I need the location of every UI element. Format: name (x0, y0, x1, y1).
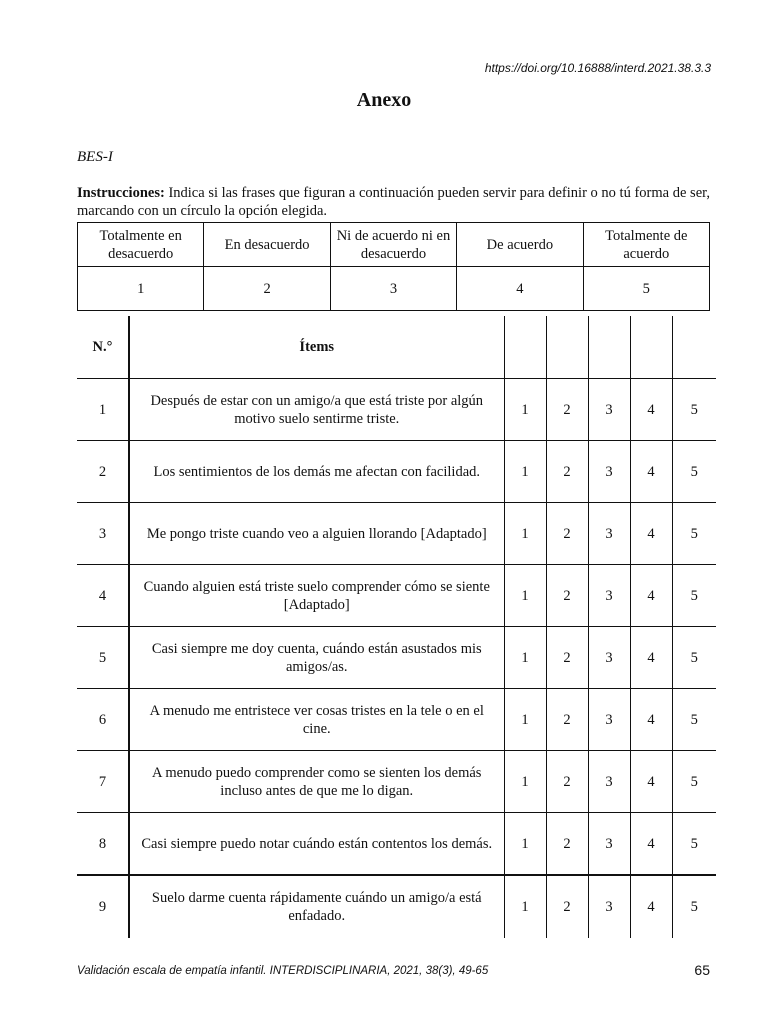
item-option-2[interactable]: 2 (546, 875, 588, 938)
item-option-2[interactable]: 2 (546, 627, 588, 689)
scale-value: 1 (78, 267, 204, 311)
column-header-number: N.° (77, 316, 129, 379)
item-option-2[interactable]: 2 (546, 751, 588, 813)
item-option-1[interactable]: 1 (504, 813, 546, 876)
column-header-option (546, 316, 588, 379)
item-text: Los sentimientos de los demás me afectan con facilidad. (129, 441, 504, 503)
item-row (77, 751, 716, 813)
scale-values-row (78, 267, 710, 311)
item-text: A menudo me entristece ver cosas tristes en la tele o en el cine. (129, 689, 504, 751)
item-number: 3 (77, 503, 129, 565)
item-option-4[interactable]: 4 (630, 689, 672, 751)
item-option-1[interactable]: 1 (504, 689, 546, 751)
scale-value: 5 (583, 267, 709, 311)
item-option-4[interactable]: 4 (630, 379, 672, 441)
item-option-4[interactable]: 4 (630, 751, 672, 813)
item-text: Cuando alguien está triste suelo comprender cómo se siente [Adaptado] (129, 565, 504, 627)
item-option-5[interactable]: 5 (672, 751, 716, 813)
item-option-1[interactable]: 1 (504, 503, 546, 565)
footer-reference: Validación escala de empatía infantil. INTERDISCIPLINARIA, 2021, 38(3), 49-65 (77, 965, 489, 977)
scale-value: 3 (330, 267, 456, 311)
item-option-2[interactable]: 2 (546, 503, 588, 565)
response-scale-table (77, 222, 710, 311)
item-option-1[interactable]: 1 (504, 875, 546, 938)
item-option-3[interactable]: 3 (588, 689, 630, 751)
item-text: Casi siempre me doy cuenta, cuándo están asustados mis amigos/as. (129, 627, 504, 689)
item-option-4[interactable]: 4 (630, 441, 672, 503)
item-option-1[interactable]: 1 (504, 627, 546, 689)
item-option-3[interactable]: 3 (588, 441, 630, 503)
item-number: 9 (77, 875, 129, 938)
scale-label: De acuerdo (457, 223, 583, 267)
scale-name: BES-I (77, 149, 113, 165)
scale-label: En desacuerdo (204, 223, 330, 267)
scale-label: Totalmente en desacuerdo (78, 223, 204, 267)
column-header-items: Ítems (129, 316, 504, 379)
item-row (77, 379, 716, 441)
item-option-5[interactable]: 5 (672, 813, 716, 876)
item-number: 8 (77, 813, 129, 876)
item-option-5[interactable]: 5 (672, 379, 716, 441)
item-text: Casi siempre puedo notar cuándo están contentos los demás. (129, 813, 504, 876)
item-row (77, 813, 716, 876)
item-option-3[interactable]: 3 (588, 503, 630, 565)
item-option-3[interactable]: 3 (588, 751, 630, 813)
item-option-2[interactable]: 2 (546, 813, 588, 876)
items-table (77, 316, 716, 938)
item-option-2[interactable]: 2 (546, 689, 588, 751)
item-option-5[interactable]: 5 (672, 689, 716, 751)
item-text: Después de estar con un amigo/a que está triste por algún motivo suelo sentirme triste. (129, 379, 504, 441)
instructions-text: Indica si las frases que figuran a continuación pueden servir para definir o no tú forma de ser, marcando con un círculo la opción elegida. (77, 185, 710, 219)
item-number: 7 (77, 751, 129, 813)
item-option-5[interactable]: 5 (672, 441, 716, 503)
item-text: Me pongo triste cuando veo a alguien llorando [Adaptado] (129, 503, 504, 565)
item-option-3[interactable]: 3 (588, 627, 630, 689)
item-text: Suelo darme cuenta rápidamente cuándo un amigo/a está enfadado. (129, 875, 504, 938)
item-option-1[interactable]: 1 (504, 441, 546, 503)
item-row (77, 503, 716, 565)
column-header-option (504, 316, 546, 379)
column-header-option (672, 316, 716, 379)
item-number: 4 (77, 565, 129, 627)
item-option-2[interactable]: 2 (546, 565, 588, 627)
item-row (77, 565, 716, 627)
scale-label: Totalmente de acuerdo (583, 223, 709, 267)
scale-value: 2 (204, 267, 330, 311)
doi-link[interactable]: https://doi.org/10.16888/interd.2021.38.3.3 (484, 61, 711, 75)
item-number: 6 (77, 689, 129, 751)
item-option-3[interactable]: 3 (588, 379, 630, 441)
item-option-5[interactable]: 5 (672, 565, 716, 627)
item-option-3[interactable]: 3 (588, 565, 630, 627)
item-number: 2 (77, 441, 129, 503)
instructions-label: Instrucciones: (77, 185, 165, 201)
item-option-2[interactable]: 2 (546, 441, 588, 503)
item-option-4[interactable]: 4 (630, 565, 672, 627)
item-option-4[interactable]: 4 (630, 813, 672, 876)
item-number: 1 (77, 379, 129, 441)
item-option-3[interactable]: 3 (588, 813, 630, 876)
scale-labels-row (78, 223, 710, 267)
item-option-5[interactable]: 5 (672, 503, 716, 565)
scale-label: Ni de acuerdo ni en desacuerdo (330, 223, 456, 267)
item-option-4[interactable]: 4 (630, 627, 672, 689)
item-option-1[interactable]: 1 (504, 379, 546, 441)
item-option-2[interactable]: 2 (546, 379, 588, 441)
item-option-1[interactable]: 1 (504, 565, 546, 627)
item-row (77, 689, 716, 751)
items-table-header (77, 316, 716, 379)
column-header-option (588, 316, 630, 379)
item-row (77, 627, 716, 689)
item-number: 5 (77, 627, 129, 689)
instructions-paragraph (77, 184, 710, 220)
item-option-3[interactable]: 3 (588, 875, 630, 938)
page-title: Anexo (356, 89, 412, 111)
item-text: A menudo puedo comprender como se sienten los demás incluso antes de que me lo digan. (129, 751, 504, 813)
scale-value: 4 (457, 267, 583, 311)
item-row (77, 875, 716, 938)
item-option-1[interactable]: 1 (504, 751, 546, 813)
item-row (77, 441, 716, 503)
item-option-5[interactable]: 5 (690, 899, 698, 915)
item-option-5[interactable]: 5 (672, 627, 716, 689)
column-header-option (630, 316, 672, 379)
page-number: 65 (694, 962, 710, 978)
item-option-4[interactable]: 4 (630, 875, 672, 938)
item-option-4[interactable]: 4 (630, 503, 672, 565)
